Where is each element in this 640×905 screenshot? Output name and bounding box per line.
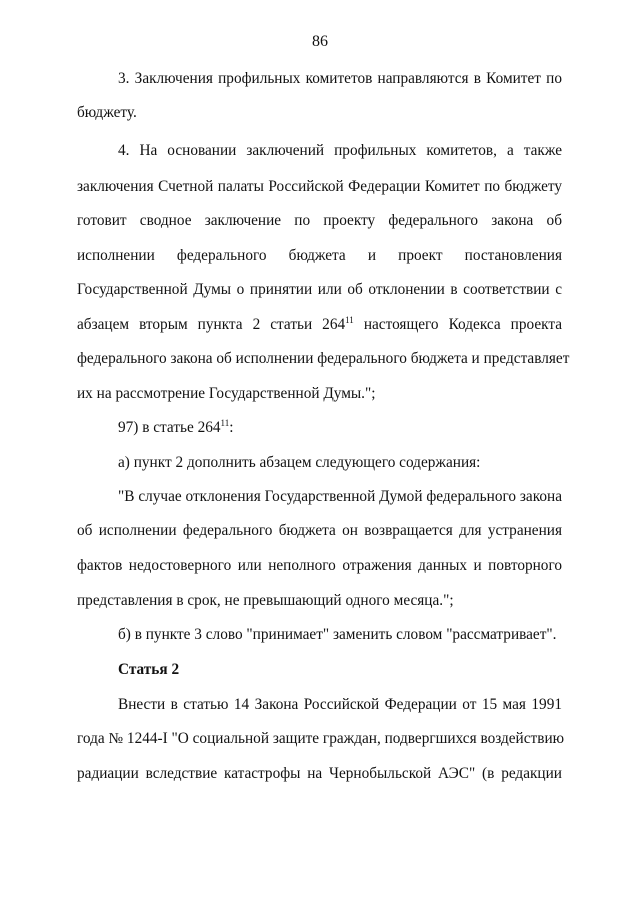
p2-line-7: федерального закона об исполнении федерального бюджета и представляет [77, 350, 570, 367]
p3-text-b: : [229, 419, 234, 436]
p2-line-2: заключения Счетной палаты Российской Федерации Комитет по бюджету [77, 178, 562, 195]
p2-line-5: Государственной Думы о принятии или об отклонении в соответствии с [77, 281, 562, 298]
p1-line-1: 3. Заключения профильных комитетов направляются в Комитет по [118, 70, 562, 87]
p2-line-1: 4. На основании заключений профильных комитетов, а также [118, 142, 562, 159]
p2-line-6 [77, 316, 562, 334]
p7-line-2: года № 1244-I "О социальной защите граждан, подвергшихся воздействию [77, 730, 565, 747]
p5-line-2: об исполнении федерального бюджета он возвращается для устранения [77, 522, 562, 539]
p5-line-3: фактов недостоверного или неполного отражения данных и повторного [77, 557, 562, 574]
p2-line-8: их на рассмотрение Государственной Думы."; [77, 385, 376, 402]
p2-line-6-text-b: настоящего Кодекса проекта [353, 316, 562, 333]
p2-line-3: готовит сводное заключение по проекту федерального закона об [77, 212, 562, 229]
p5-line-1: "В случае отклонения Государственной Думой федерального закона [118, 488, 562, 505]
p5-line-4: представления в срок, не превышающий одного месяца."; [77, 592, 454, 609]
p1-line-2: бюджету. [77, 104, 137, 121]
article-heading: Статья 2 [118, 661, 180, 678]
page-number: 86 [312, 33, 328, 50]
p2-line-6-superscript: 11 [345, 315, 354, 325]
p2-line-4: исполнении федерального бюджета и проект постановления [77, 247, 562, 264]
p3-text-a: 97) в статье 264 [118, 419, 221, 436]
p6-line: б) в пункте 3 слово "принимает" заменить словом "рассматривает". [118, 626, 557, 643]
p7-line-3: радиации вследствие катастрофы на Чернобыльской АЭС" (в редакции [77, 765, 562, 782]
p3-superscript: 11 [220, 418, 230, 428]
p7-line-1: Внести в статью 14 Закона Российской Федерации от 15 мая 1991 [118, 696, 562, 713]
p2-line-6-text-a: абзацем вторым пункта 2 статьи 264 [77, 316, 346, 333]
p3-line [118, 419, 233, 437]
p4-line: а) пункт 2 дополнить абзацем следующего содержания: [118, 454, 481, 471]
